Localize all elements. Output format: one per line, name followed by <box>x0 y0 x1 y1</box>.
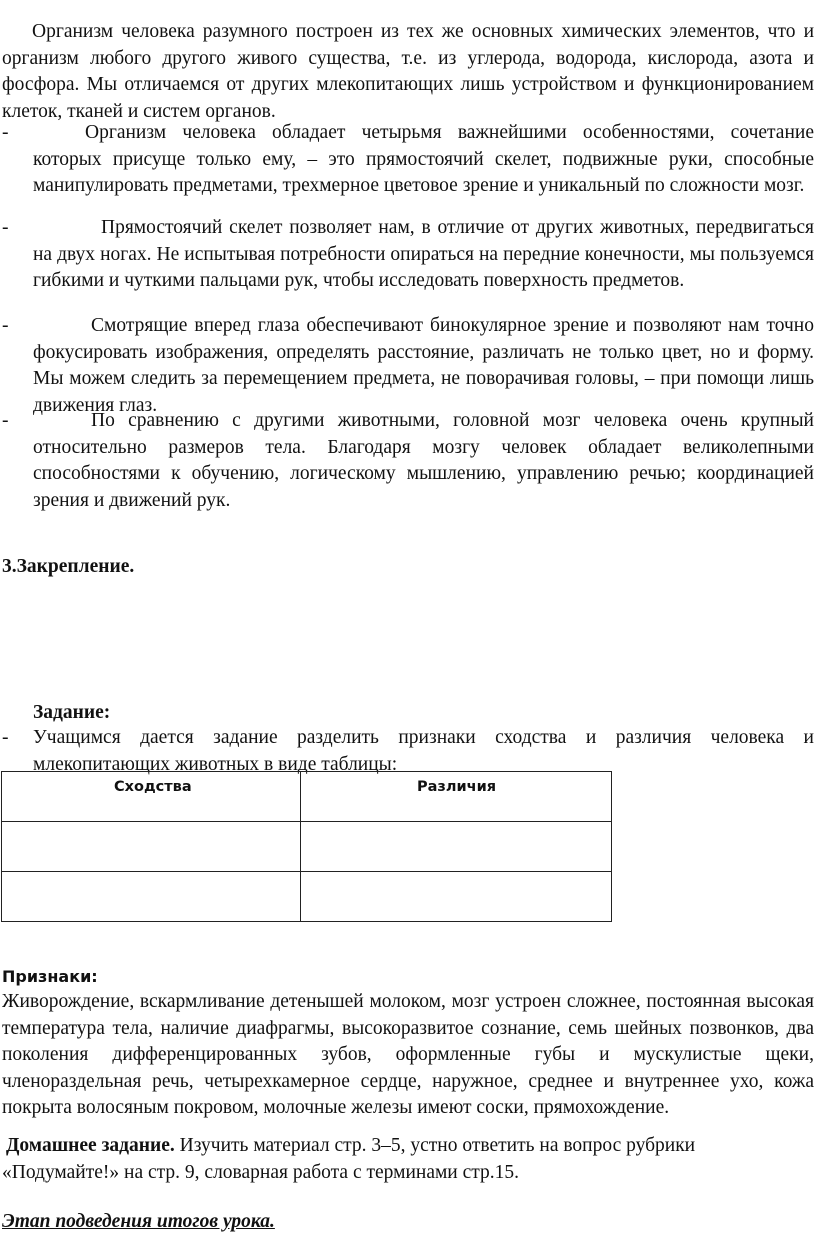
task-text: Учащимся дается задание разделить признаки сходства и различия человека и млекопитающих животных в виде таблицы: <box>33 727 814 775</box>
comparison-table <box>1 771 612 922</box>
bullet-text: Прямостоячий скелет позволяет нам, в отличие от других животных, передвигаться на двух ногах. Не испытывая потребности опираться на передние конечности, мы пользуемся гибкими и чуткими пальцами рук, чтобы исследовать поверхность предметов. <box>33 217 814 291</box>
task-title: Задание: <box>33 702 111 723</box>
table-cell <box>301 822 612 872</box>
bullet-dash: - <box>2 122 9 143</box>
bullet-item <box>2 408 814 514</box>
homework-label: Домашнее задание. <box>6 1135 175 1156</box>
bullet-item <box>2 313 814 419</box>
table-cell <box>301 872 612 922</box>
table-row <box>2 872 612 922</box>
intro-paragraph: Организм человека разумного построен из тех же основных химических элементов, что и организм любого другого живого существа, т.е. из углерода, водорода, кислорода, азота и фосфора. Мы отличаемся от других млекопитающих лишь устройством и функционированием клеток, тканей и систем органов. <box>2 21 814 122</box>
header-differences <box>301 772 612 822</box>
homework-line2: «Подумайте!» на стр. 9, словарная работа с терминами стр.15. <box>2 1161 520 1183</box>
header-similarities <box>2 772 301 822</box>
header-similarities-label: Сходства <box>114 779 192 795</box>
bullet-item <box>2 120 814 200</box>
bullet-dash: - <box>2 217 9 238</box>
summary-heading: Этап подведения итогов урока. <box>2 1211 275 1232</box>
bullet-dash: - <box>2 315 9 336</box>
table-cell <box>2 822 301 872</box>
bullet-text: Организм человека обладает четырьмя важнейшими особенностями, сочетание которых присуще только ему, – это прямостоячий скелет, подвижные руки, способные манипулировать предметами, трехмерное цветовое зрение и уникальный по сложности мозг. <box>33 122 814 196</box>
bullet-dash: - <box>2 410 9 431</box>
bullet-text: По сравнению с другими животными, головной мозг человека очень крупный относительно размеров тела. Благодаря мозгу человек обладает великолепными способностями к обучению, логическому мышлению, управлению речью; координацией зрения и движений рук. <box>33 410 814 511</box>
header-differences-label: Различия <box>417 779 497 795</box>
table-cell <box>2 872 301 922</box>
bullet-item <box>2 215 814 295</box>
table-row <box>2 822 612 872</box>
bullet-text: Смотрящие вперед глаза обеспечивают бинокулярное зрение и позволяют нам точно фокусировать изображения, определять расстояние, различать не только цвет, но и форму. Мы можем следить за перемещением предмета, не поворачивая головы, – при помощи лишь движения глаз. <box>33 315 814 416</box>
homework-block <box>2 1133 814 1186</box>
signs-title: Признаки: <box>2 967 98 986</box>
table-header-row <box>2 772 612 822</box>
task-dash: - <box>2 727 9 748</box>
homework-line1: Изучить материал стр. 3–5, устно ответить на вопрос рубрики <box>179 1135 696 1156</box>
consolidation-heading: 3.Закрепление. <box>2 556 135 577</box>
signs-paragraph: Живорождение, вскармливание детенышей молоком, мозг устроен сложнее, постоянная высокая температура тела, наличие диафрагмы, высокоразвитое сознание, семь шейных позвонков, два поколения дифференцированных зубов, оформленные губы и мускулистые щеки, членораздельная речь, четырехкамерное сердце, наружное, среднее и внутреннее ухо, кожа покрыта волосяным покровом, молочные железы имеют соски, прямохождение. <box>2 991 814 1118</box>
